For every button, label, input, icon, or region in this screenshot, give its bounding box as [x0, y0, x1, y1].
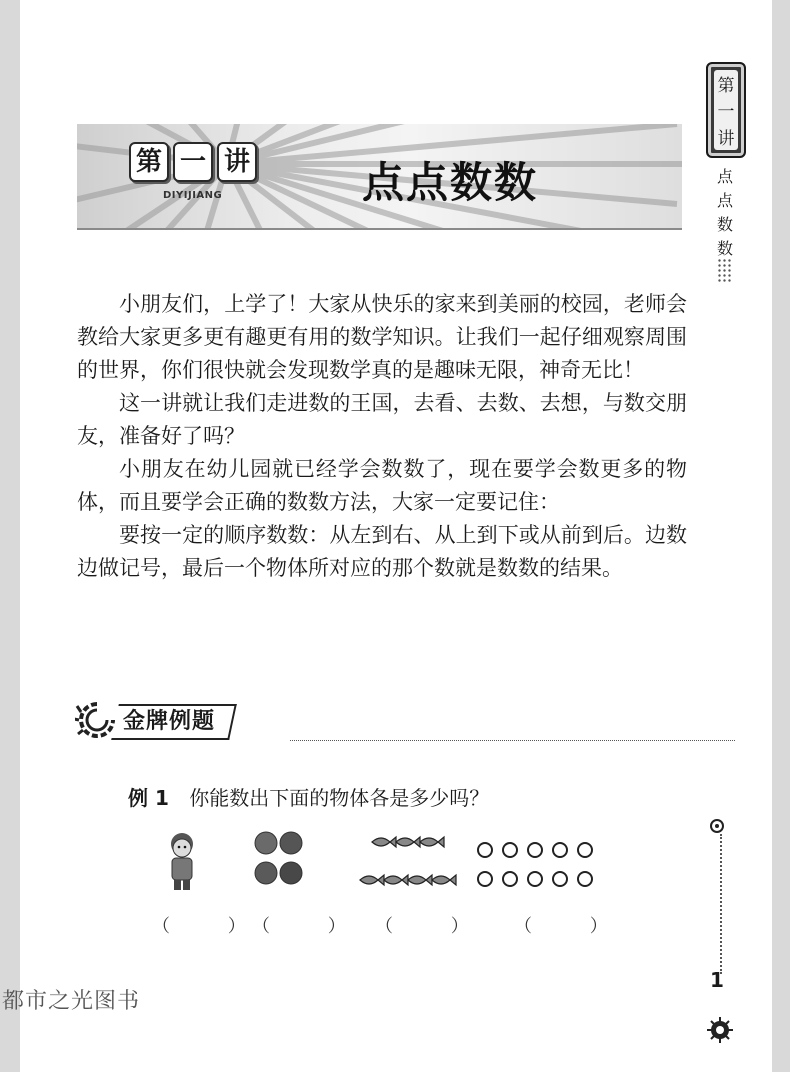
book-page	[20, 0, 772, 1072]
fish-icon	[384, 875, 408, 885]
circle-icon	[553, 843, 567, 857]
example-text: 你能数出下面的物体各是多少吗？	[189, 786, 490, 810]
circle-group	[478, 843, 592, 886]
circle-icon	[503, 843, 517, 857]
boy-icon	[171, 833, 193, 890]
intro-paragraph: 小朋友在幼儿园就已经学会数数了，现在要学会数更多的物体，而且要学会正确的数数方法，大家一定要记住：	[77, 457, 687, 514]
watermark: 都市之光图书	[2, 989, 141, 1014]
circle-icon	[578, 843, 592, 857]
sun-icon	[707, 1017, 733, 1043]
side-tab-char: 第	[717, 75, 735, 96]
lecture-char: 讲	[217, 142, 257, 182]
fish-icon	[396, 837, 420, 847]
lecture-char: 一	[173, 142, 213, 182]
side-title-char: 数	[716, 239, 733, 258]
side-tab-char: 一	[717, 102, 735, 123]
lecture-badge	[129, 142, 257, 182]
intro-paragraph: 要按一定的顺序数数：从左到右、从上到下或从前到后。边数边做记号，最后一个物体所对应的那个数就是数数的结果。	[77, 523, 687, 580]
answer-blank[interactable]: （ ）	[252, 916, 372, 937]
ball-icon	[280, 832, 302, 854]
side-title-char: 点	[716, 167, 733, 186]
section-divider	[290, 740, 735, 741]
fish-icon	[360, 875, 384, 885]
section-title: 金牌例题	[123, 709, 216, 734]
circle-icon	[478, 843, 492, 857]
side-title-char: 点	[716, 191, 733, 210]
intro-paragraph: 小朋友们，上学了！大家从快乐的家来到美丽的校园，老师会教给大家更多更有趣更有用的数学知识。让我们一起仔细观察周围的世界，你们很快就会发现数学真的是趣味无限，神奇无比！	[77, 292, 687, 382]
circle-icon	[578, 872, 592, 886]
page-number: 1	[710, 968, 724, 992]
lecture-pinyin: DIYIJIANG	[163, 190, 223, 201]
fish-icon	[432, 875, 456, 885]
fish-icon	[420, 837, 444, 847]
side-title-char: 数	[716, 215, 733, 234]
circle-icon	[528, 872, 542, 886]
answer-blank[interactable]: （ ）	[375, 916, 495, 937]
example-label: 例 1	[128, 786, 169, 810]
margin-dotted-line	[720, 834, 722, 974]
circle-icon	[478, 872, 492, 886]
fish-icon	[408, 875, 432, 885]
ball-group	[255, 832, 302, 884]
chapter-title: 点点数数	[362, 158, 539, 207]
side-chapter-title	[713, 164, 737, 259]
circle-icon	[553, 872, 567, 886]
lecture-char: 第	[129, 142, 169, 182]
example-question	[128, 782, 489, 811]
answer-blank[interactable]: （ ）	[514, 916, 634, 937]
chapter-banner	[77, 124, 682, 230]
ball-icon	[255, 832, 277, 854]
gear-icon	[711, 820, 723, 832]
circle-icon	[528, 843, 542, 857]
ball-icon	[280, 862, 302, 884]
intro-text	[77, 288, 687, 585]
side-chapter-tab	[706, 62, 746, 158]
section-label	[111, 704, 237, 740]
section-header	[75, 698, 685, 742]
circle-icon	[503, 872, 517, 886]
side-tab-char: 讲	[717, 129, 735, 150]
dot-grid-decoration	[717, 258, 731, 284]
intro-paragraph: 这一讲就让我们走进数的王国，去看、去数、去想，与数交朋友，准备好了吗？	[77, 391, 687, 448]
fish-group	[360, 837, 456, 885]
ball-icon	[255, 862, 277, 884]
fish-icon	[372, 837, 396, 847]
answer-blank[interactable]: （ ）	[152, 916, 272, 937]
